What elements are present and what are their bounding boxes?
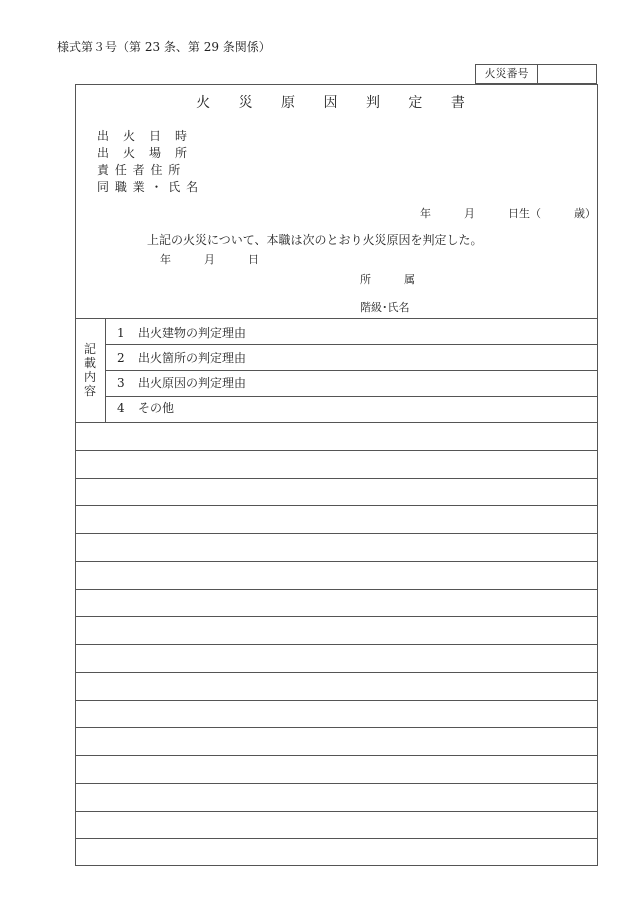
fire-number-label: 火災番号 (476, 65, 538, 83)
ruled-line (75, 783, 598, 784)
entry-item-text: 出火箇所の判定理由 (138, 351, 247, 365)
entry-item-text: 出火原因の判定理由 (138, 376, 247, 390)
ruled-line (75, 478, 598, 479)
section-divider (75, 318, 598, 319)
entry-item-number: 2 (117, 351, 125, 365)
ruled-line (75, 589, 598, 590)
fire-number-box (475, 64, 597, 84)
ruled-line (75, 700, 598, 701)
entry-item-text: 出火建物の判定理由 (138, 326, 247, 340)
ruled-line (75, 505, 598, 506)
entry-item-number: 4 (117, 401, 125, 415)
responsible-address-label: 責 任 者 住 所 (97, 163, 182, 177)
ruled-line (75, 727, 598, 728)
entry-item-number: 1 (117, 326, 125, 340)
determination-statement: 上記の火災について、本職は次のとおり火災原因を判定した。 (147, 233, 483, 247)
ruled-line (75, 644, 598, 645)
occupation-name-label: 同 職 業 ・ 氏 名 (97, 180, 200, 194)
ruled-line (75, 616, 598, 617)
document-title: 火 災 原 因 判 定 書 (196, 95, 477, 111)
ruled-line (75, 838, 598, 839)
decision-date-line: 年 月 日 (160, 253, 259, 266)
rank-name-label: 階級･氏名 (360, 301, 410, 314)
ruled-line (106, 344, 598, 345)
ruled-line (75, 422, 598, 423)
fire-location-label: 出 火 場 所 (97, 146, 189, 160)
ruled-line (75, 672, 598, 673)
ruled-line (75, 450, 598, 451)
ruled-line (75, 755, 598, 756)
entry-section-label (75, 342, 105, 398)
entry-item-text: その他 (138, 401, 175, 415)
document-frame (75, 84, 598, 866)
ruled-line (75, 811, 598, 812)
birth-date-line: 年 月 日生（ 歳） (420, 207, 596, 220)
entry-section-label-text: 記載内容 (83, 342, 96, 398)
ruled-line (106, 396, 598, 397)
entry-item-number: 3 (117, 376, 125, 390)
ruled-line (75, 533, 598, 534)
fire-number-field[interactable] (538, 65, 596, 83)
ruled-line (106, 370, 598, 371)
fire-datetime-label: 出 火 日 時 (97, 129, 189, 143)
form-number-label: 様式第３号（第 23 条、第 29 条関係） (57, 40, 271, 54)
ruled-line (75, 561, 598, 562)
affiliation-label: 所 属 (360, 273, 415, 286)
entry-section-label-box (75, 318, 106, 422)
